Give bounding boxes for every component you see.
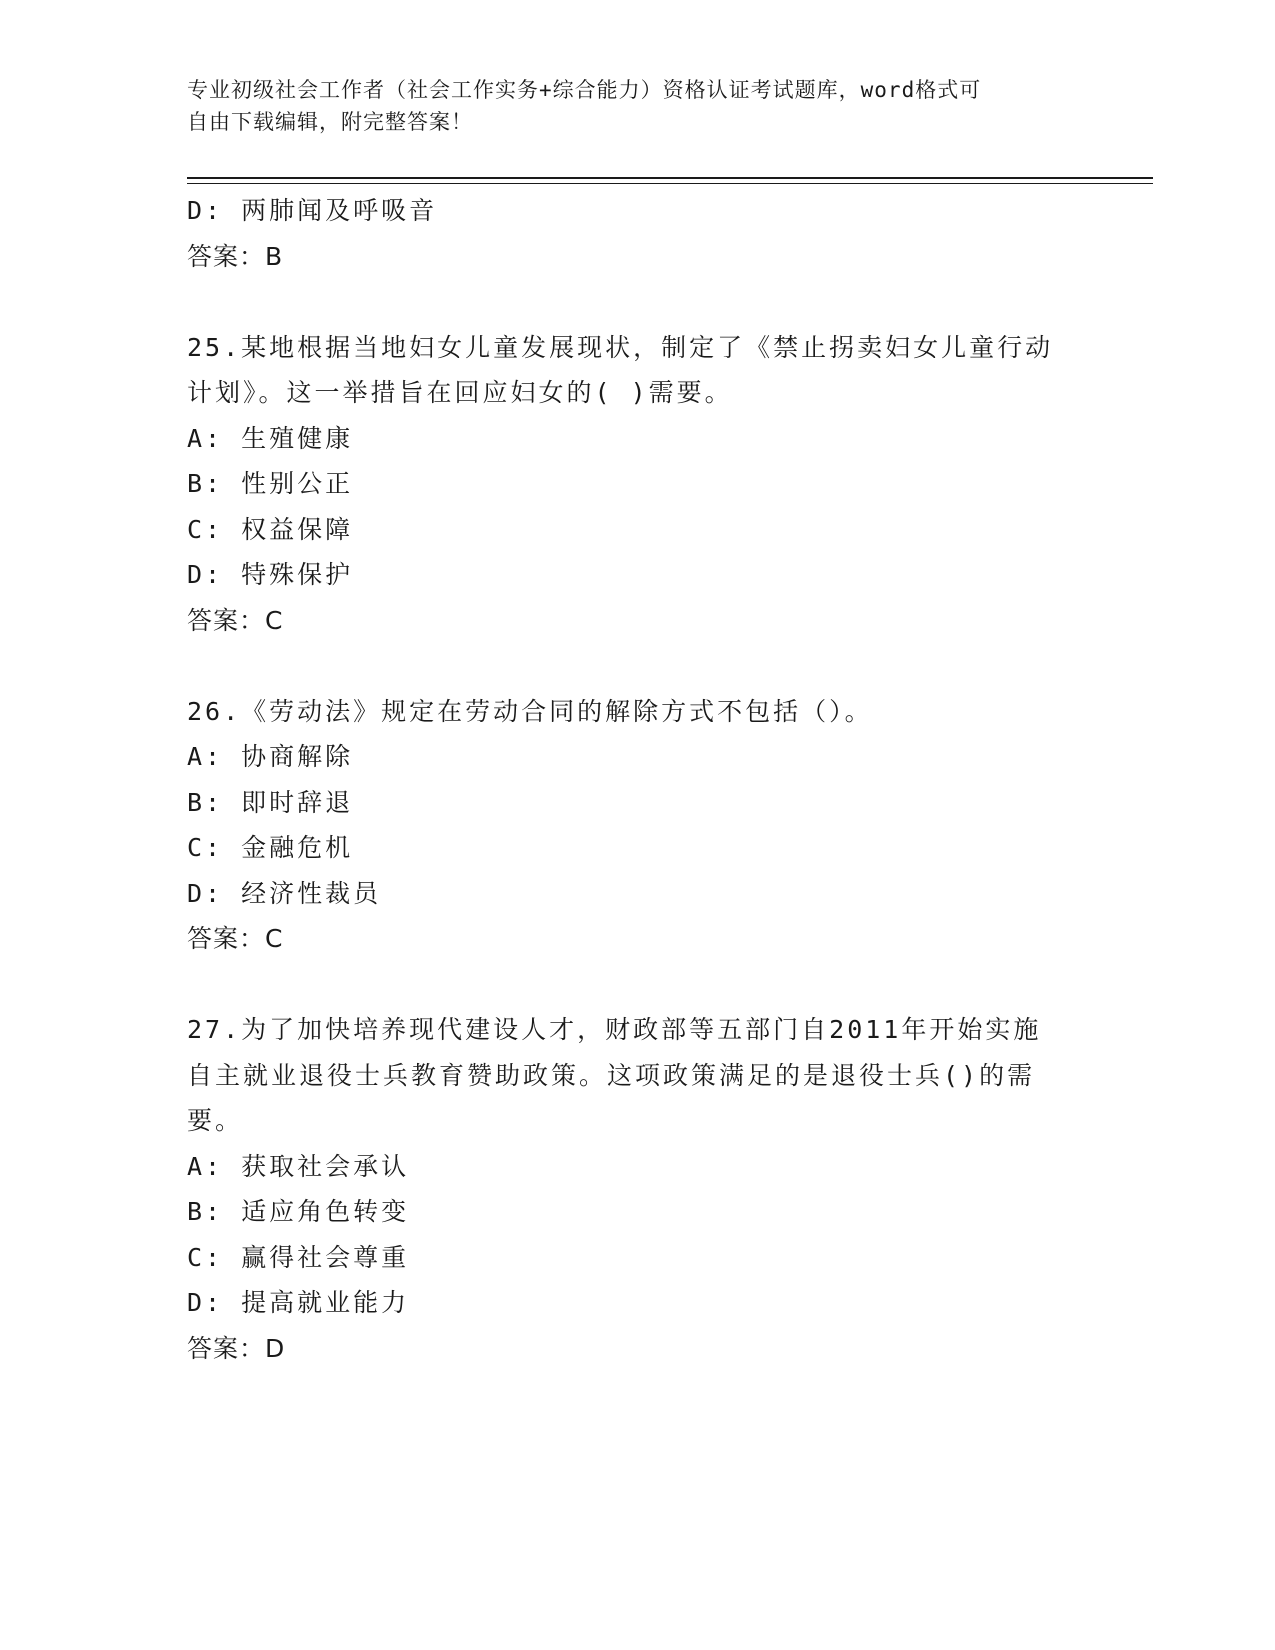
option-c: C: 权益保障	[187, 514, 354, 544]
question-stem-line: 自主就业退役士兵教育赞助政策。这项政策满足的是退役士兵()的需	[187, 1060, 1036, 1090]
document-header	[187, 74, 1087, 138]
header-divider-thick	[187, 177, 1153, 179]
option-b: B: 适应角色转变	[187, 1197, 410, 1226]
option-d: D: 经济性裁员	[187, 878, 382, 908]
question-stem-line: 27.为了加快培养现代建设人才，财政部等五部门自2011年开始实施	[187, 1015, 1042, 1044]
option-b: B: 即时辞退	[187, 787, 354, 817]
spacer	[187, 643, 1087, 689]
option-a: A: 生殖健康	[187, 423, 354, 453]
header-line-1: 专业初级社会工作者（社会工作实务+综合能力）资格认证考试题库，word格式可	[187, 78, 982, 102]
question-stem-line: 26.《劳动法》规定在劳动合同的解除方式不包括（）。	[187, 696, 873, 726]
option-d: D: 提高就业能力	[187, 1288, 410, 1317]
prev-option-d: D: 两肺闻及呼吸音	[187, 196, 438, 225]
header-divider-thin	[187, 183, 1153, 184]
spacer	[187, 279, 1087, 325]
option-c: C: 金融危机	[187, 833, 354, 862]
question-stem-line: 计划》。这一举措旨在回应妇女的( )需要。	[187, 378, 733, 407]
option-b: B: 性别公正	[187, 469, 354, 498]
question-27	[187, 1007, 1087, 1371]
answer: 答案：C	[187, 924, 284, 953]
prev-answer: 答案：B	[187, 241, 284, 271]
option-a: A: 获取社会承认	[187, 1151, 410, 1181]
option-c: C: 赢得社会尊重	[187, 1242, 410, 1272]
question-25	[187, 325, 1087, 644]
answer: 答案：C	[187, 605, 284, 635]
question-26	[187, 689, 1087, 962]
question-stem-line: 要。	[187, 1106, 244, 1135]
option-a: A: 协商解除	[187, 742, 354, 771]
option-d: D: 特殊保护	[187, 560, 354, 589]
spacer	[187, 962, 1087, 1008]
answer: 答案：D	[187, 1333, 286, 1363]
question-list	[187, 188, 1087, 1371]
header-line-2: 自由下载编辑，附完整答案！	[187, 110, 473, 134]
question-stem-line: 25.某地根据当地妇女儿童发展现状，制定了《禁止拐卖妇女儿童行动	[187, 332, 1054, 362]
